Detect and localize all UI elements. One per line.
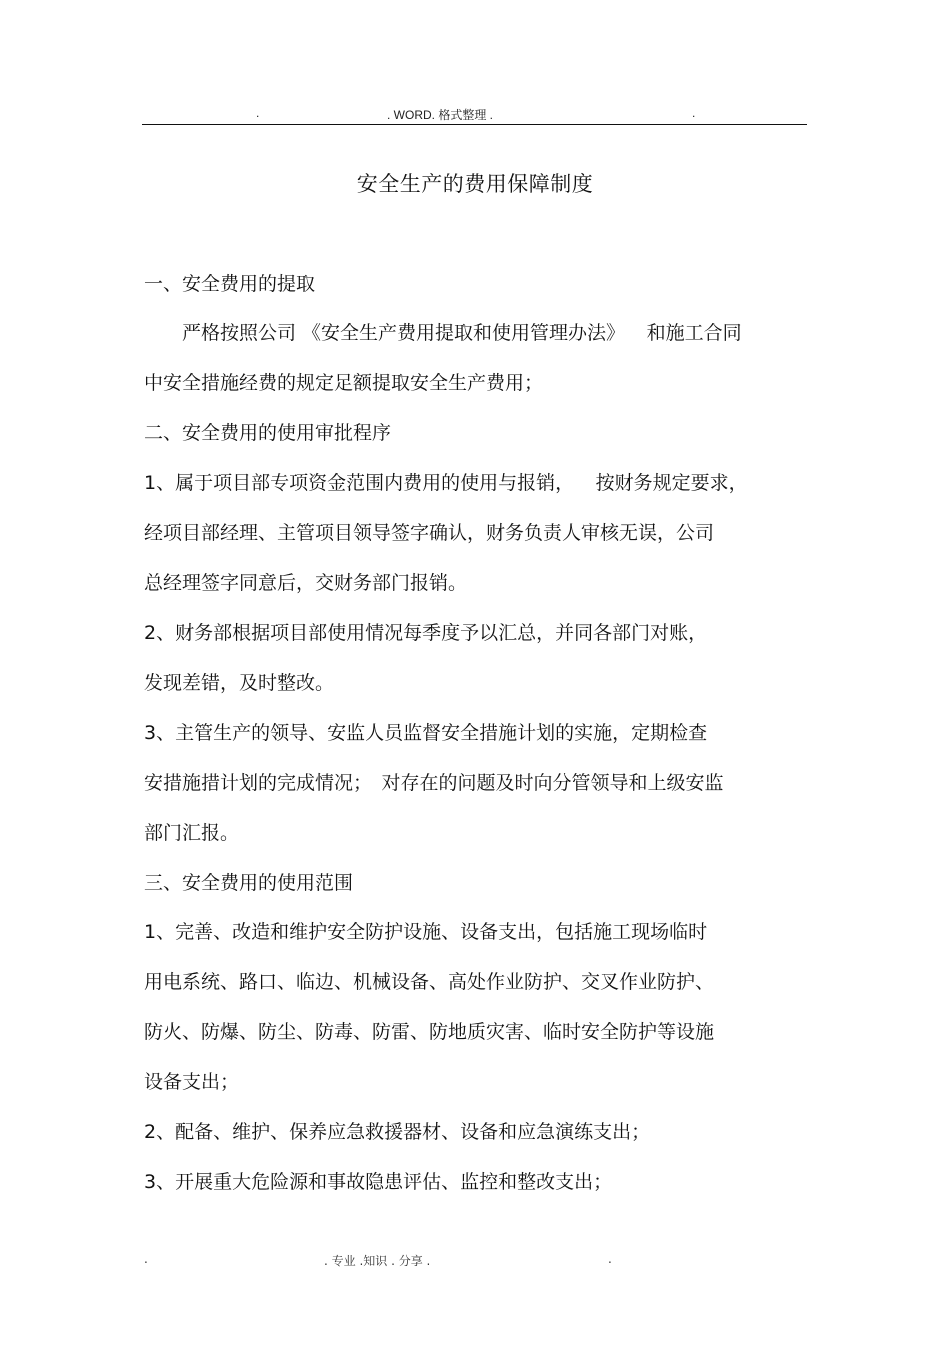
header-center-text: . WORD. 格式整理 .: [387, 108, 493, 122]
paragraph-line: 3、主管生产的领导、安监人员监督安全措施计划的实施，定期检查: [144, 722, 708, 744]
paragraph-line: 设备支出；: [144, 1071, 240, 1093]
section-heading-1: 一、安全费用的提取: [144, 273, 316, 295]
paragraph-line: 2、配备、维护、保养应急救援器材、设备和应急演练支出；: [144, 1121, 651, 1143]
paragraph-line: 安措施措计划的完成情况； 对存在的问题及时向分管领导和上级安监: [144, 772, 724, 794]
paragraph-line: 1、完善、改造和维护安全防护设施、设备支出，包括施工现场临时: [144, 921, 708, 943]
paragraph-line: 总经理签字同意后，交财务部门报销。: [144, 572, 468, 594]
header-divider: [142, 124, 807, 125]
paragraph-line: 经项目部经理、主管项目领导签字确认，财务负责人审核无误，公司: [144, 522, 715, 544]
page-footer: [142, 1250, 807, 1270]
footer-center-text: . 专业 .知识 . 分享 .: [324, 1254, 431, 1268]
section-heading-2: 二、安全费用的使用审批程序: [144, 422, 392, 444]
section-heading-3: 三、安全费用的使用范围: [144, 872, 354, 894]
header-right-dot: .: [692, 106, 696, 120]
document-title: 安全生产的费用保障制度: [356, 172, 594, 196]
paragraph-line: 严格按照公司 《安全生产费用提取和使用管理办法》 和施工合同: [144, 322, 742, 344]
paragraph-line: 2、财务部根据项目部使用情况每季度予以汇总，并同各部门对账，: [144, 622, 708, 644]
paragraph-line: 用电系统、路口、临边、机械设备、高处作业防护、交叉作业防护、: [144, 971, 715, 993]
paragraph-line: 防火、防爆、防尘、防毒、防雷、防地质灾害、临时安全防护等设施: [144, 1021, 715, 1043]
paragraph-line: 3、开展重大危险源和事故隐患评估、监控和整改支出；: [144, 1171, 613, 1193]
header-left-dot: .: [256, 106, 260, 120]
paragraph-line: 发现差错，及时整改。: [144, 672, 335, 694]
paragraph-line: 部门汇报。: [144, 822, 240, 844]
paragraph-line: 中安全措施经费的规定足额提取安全生产费用；: [144, 372, 544, 394]
footer-left-dot: .: [144, 1252, 148, 1266]
footer-right-dot: .: [608, 1252, 612, 1266]
page-header: [142, 104, 807, 124]
paragraph-line: 1、属于项目部专项资金范围内费用的使用与报销， 按财务规定要求，: [144, 472, 748, 494]
